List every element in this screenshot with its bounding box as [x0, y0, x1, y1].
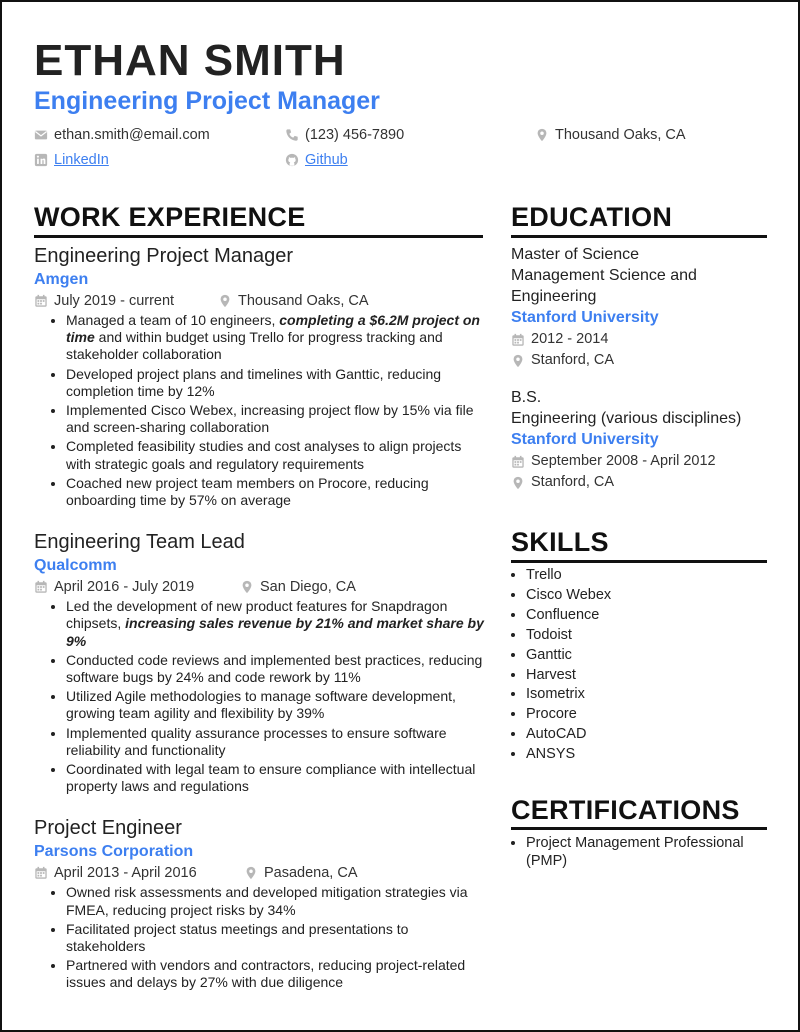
section-title-skills: SKILLS — [511, 527, 609, 557]
bullet-item — [66, 957, 484, 991]
company-name: Amgen — [34, 271, 89, 288]
calendar-icon — [511, 455, 525, 469]
bullet-text: Facilitated project status meetings and presentations to stakeholders — [66, 920, 409, 955]
bullet-text: Coordinated with legal team to ensure compliance with intellectual property laws and regulations — [66, 761, 476, 795]
bullet-text: Owned risk assessments and developed mitigation strategies via FMEA, reducing project risks by 34% — [66, 884, 468, 918]
bullet-item — [66, 688, 484, 722]
map-pin-icon — [240, 580, 254, 594]
degree-field: Engineering (various disciplines) — [511, 410, 742, 427]
calendar-icon — [34, 866, 48, 880]
bullet-item — [66, 725, 484, 759]
job-dates-text: July 2019 - current — [54, 293, 175, 309]
company-name: Qualcomm — [34, 557, 117, 575]
github-icon — [285, 153, 299, 167]
envelope-icon — [34, 128, 48, 142]
school-name: Stanford University — [511, 431, 659, 448]
email-text: ethan.smith@email.com — [54, 127, 210, 143]
job-title: Project Engineer — [34, 817, 182, 840]
job-meta — [34, 863, 484, 883]
job-location — [244, 863, 358, 883]
bullet-text-tail: and within budget using Trello for progress tracking and stakeholder collaboration — [66, 329, 443, 363]
contact-phone — [285, 127, 404, 143]
job-dates — [34, 577, 240, 597]
skill-item: • Todoist — [526, 626, 767, 646]
job-bullets — [34, 312, 484, 509]
bullet-text: Implemented quality assurance processes to ensure software reliability and functionality — [66, 724, 447, 758]
skill-item: • Isometrix — [526, 685, 767, 705]
education-dates — [511, 329, 767, 350]
bullet-item — [66, 652, 484, 686]
bullet-text: Conducted code reviews and implemented best practices, reducing software bugs by 24% and code rework by 11% — [66, 651, 483, 686]
contact-location — [535, 127, 686, 143]
skill-item: • ANSYS — [526, 745, 767, 765]
certification-item: • Project Management Professional (PMP) — [526, 835, 767, 870]
job-title: Engineering Team Lead — [34, 531, 245, 554]
bullet-text: Implemented Cisco Webex, increasing project flow by 15% via file and screen-sharing collaboration — [66, 402, 474, 436]
linkedin-link[interactable]: LinkedIn — [54, 152, 109, 168]
job-meta — [34, 291, 484, 311]
section-divider — [511, 235, 767, 238]
linkedin-icon — [34, 153, 48, 167]
degree-field: Management Science and Engineering — [511, 267, 697, 305]
education-list — [511, 244, 767, 493]
job-meta — [34, 577, 484, 597]
phone-text: (123) 456-7890 — [305, 127, 405, 143]
job-location-text: San Diego, CA — [260, 579, 356, 596]
bullet-text: Utilized Agile methodologies to manage software development, growing team agility and flexibility by 39% — [66, 688, 456, 722]
job-dates — [34, 291, 218, 311]
map-pin-icon — [218, 294, 232, 308]
education-location-text: Stanford, CA — [531, 474, 615, 490]
degree: B.S. — [511, 389, 542, 406]
job-location-text: Thousand Oaks, CA — [238, 293, 369, 309]
skills-list — [511, 566, 767, 765]
skill-item: • Confluence — [526, 606, 767, 626]
job-location — [240, 577, 356, 597]
education-dates — [511, 451, 767, 472]
section-divider — [511, 827, 767, 830]
company-name: Parsons Corporation — [34, 843, 194, 861]
bullet-item — [66, 884, 484, 918]
bullet-item — [66, 366, 484, 400]
job-bullets — [34, 884, 484, 991]
bullet-text: Developed project plans and timelines with Ganttic, reducing completion time by 12% — [66, 365, 442, 399]
map-pin-icon — [535, 128, 549, 142]
skill-item: • AutoCAD — [526, 725, 767, 745]
calendar-icon — [511, 333, 525, 347]
candidate-role: Engineering Project Manager — [34, 87, 380, 115]
education-dates-text: September 2008 - April 2012 — [531, 453, 716, 469]
job-entry — [34, 530, 484, 795]
bullet-item — [66, 761, 484, 795]
job-entry — [34, 816, 484, 991]
bullet-item — [66, 598, 484, 650]
map-pin-icon — [511, 354, 525, 368]
skill-item: • Cisco Webex — [526, 586, 767, 606]
skill-item: • Harvest — [526, 666, 767, 686]
education-location — [511, 472, 767, 493]
job-location — [218, 291, 369, 311]
contact-github — [285, 152, 348, 168]
education-dates-text: 2012 - 2014 — [531, 331, 609, 347]
bullet-item — [66, 402, 484, 436]
section-divider — [511, 560, 767, 563]
contact-linkedin — [34, 152, 109, 168]
certifications-list — [511, 835, 767, 870]
section-title-education: EDUCATION — [511, 202, 673, 232]
bullet-item — [66, 475, 484, 509]
bullet-highlight: increasing sales revenue by 21% and market share by 9% — [66, 615, 484, 649]
job-bullets — [34, 598, 484, 795]
job-dates — [34, 863, 244, 883]
bullet-item — [66, 921, 484, 955]
bullet-text: Completed feasibility studies and cost analyses to align projects with strategic goals and regulatory requirements — [66, 438, 462, 472]
skill-item: • Procore — [526, 705, 767, 725]
bullet-item — [66, 312, 484, 364]
skill-item: • Trello — [526, 566, 767, 586]
location-text: Thousand Oaks, CA — [555, 127, 686, 143]
section-title-work: WORK EXPERIENCE — [34, 202, 306, 232]
phone-icon — [285, 128, 299, 142]
job-title: Engineering Project Manager — [34, 245, 294, 267]
github-link[interactable]: Github — [305, 152, 348, 168]
bullet-text: Coached new project team members on Procore, reducing onboarding time by 57% on average — [66, 474, 429, 509]
education-location-text: Stanford, CA — [531, 352, 615, 368]
map-pin-icon — [511, 476, 525, 490]
education-location — [511, 350, 767, 371]
section-title-certifications: CERTIFICATIONS — [511, 795, 740, 825]
skill-item: • Ganttic — [526, 646, 767, 666]
job-entry — [34, 244, 484, 509]
map-pin-icon — [244, 866, 258, 880]
degree: Master of Science — [511, 246, 640, 263]
calendar-icon — [34, 294, 48, 308]
school-name: Stanford University — [511, 309, 659, 326]
bullet-text: Partnered with vendors and contractors, reducing project-related issues and delays by 27% with due diligence — [66, 957, 466, 991]
calendar-icon — [34, 580, 48, 594]
job-dates-text: April 2013 - April 2016 — [54, 865, 197, 882]
bullet-item — [66, 438, 484, 472]
education-entry — [511, 387, 767, 493]
section-divider — [34, 235, 483, 238]
contact-email — [34, 127, 210, 143]
job-dates-text: April 2016 - July 2019 — [54, 579, 195, 596]
education-entry — [511, 244, 767, 371]
bullet-text: Led the development of new product features for Snapdragon chipsets, — [66, 598, 448, 632]
job-location-text: Pasadena, CA — [264, 865, 358, 882]
bullet-highlight: completing a $6.2M project on time — [66, 312, 480, 346]
bullet-text: Managed a team of 10 engineers, — [66, 312, 280, 328]
candidate-name: ETHAN SMITH — [34, 36, 346, 85]
work-experience-list — [34, 244, 484, 1013]
